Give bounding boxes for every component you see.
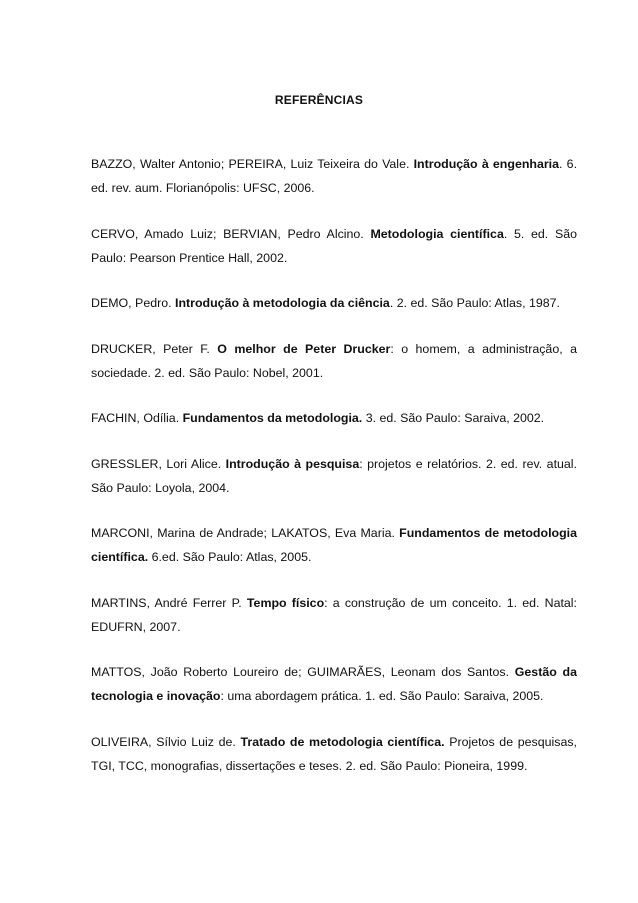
page-title: REFERÊNCIAS (274, 93, 364, 107)
reference-entry (91, 730, 577, 778)
reference-authors: DEMO, Pedro. (91, 296, 176, 310)
reference-title: Fundamentos da metodologia. (182, 411, 363, 425)
reference-authors: DRUCKER, Peter F. (91, 341, 218, 356)
reference-title: Tempo físico (246, 595, 325, 610)
reference-entry (91, 337, 577, 385)
reference-title: Tratado de metodologia científica. (240, 734, 445, 749)
reference-details: . 6. ed. rev. aum. Florianópolis: UFSC, 2006. (91, 157, 578, 195)
reference-details: : o homem, a administração, a sociedade. 2. ed. São Paulo: Nobel, 2001. (91, 341, 577, 380)
reference-authors: MATTOS, João Roberto Loureiro de; GUIMARÃES, Leonam dos Santos. (91, 665, 515, 679)
reference-title: Metodologia científica (370, 226, 504, 241)
reference-title: Introdução à engenharia (413, 157, 560, 171)
reference-title: Gestão da tecnologia e inovação (91, 665, 577, 703)
reference-details: . 5. ed. São Paulo: Pearson Prentice Hall, 2002. (91, 226, 578, 265)
reference-authors: BAZZO, Walter Antonio; PEREIRA, Luiz Teixeira do Vale. (91, 157, 414, 171)
reference-entry (91, 452, 577, 500)
reference-entry (91, 291, 577, 315)
reference-entry (91, 406, 577, 430)
reference-details: 6.ed. São Paulo: Atlas, 2005. (148, 550, 312, 564)
reference-entry (91, 521, 577, 569)
reference-details: Projetos de pesquisas, TGI, TCC, monografias, dissertações e teses. 2. ed. São Paulo: Pioneira, 1999. (91, 734, 577, 773)
reference-authors: FACHIN, Odília. (91, 411, 183, 425)
reference-details: . 2. ed. São Paulo: Atlas, 1987. (389, 296, 560, 310)
reference-details: : a construção de um conceito. 1. ed. Natal: EDUFRN, 2007. (91, 595, 578, 634)
reference-entry (91, 660, 577, 708)
reference-details: : uma abordagem prática. 1. ed. São Paulo: Saraiva, 2005. (220, 689, 544, 703)
reference-entry (91, 591, 577, 639)
reference-entry (91, 152, 577, 200)
reference-authors: GRESSLER, Lori Alice. (91, 456, 226, 471)
reference-entry (91, 222, 577, 270)
reference-authors: MARCONI, Marina de Andrade; LAKATOS, Eva Maria. (91, 526, 400, 540)
reference-title: Introdução à pesquisa (225, 456, 360, 471)
reference-details: 3. ed. São Paulo: Saraiva, 2002. (362, 411, 545, 425)
reference-list (91, 152, 577, 799)
reference-title: Fundamentos de metodologia científica. (91, 526, 577, 564)
reference-authors: MARTINS, André Ferrer P. (91, 595, 247, 610)
reference-authors: OLIVEIRA, Sílvio Luiz de. (91, 734, 241, 749)
reference-title: O melhor de Peter Drucker (217, 341, 391, 356)
reference-title: Introdução à metodologia da ciência (175, 296, 390, 310)
reference-details: : projetos e relatórios. 2. ed. rev. atual. São Paulo: Loyola, 2004. (91, 456, 577, 495)
reference-authors: CERVO, Amado Luiz; BERVIAN, Pedro Alcino. (91, 226, 371, 241)
